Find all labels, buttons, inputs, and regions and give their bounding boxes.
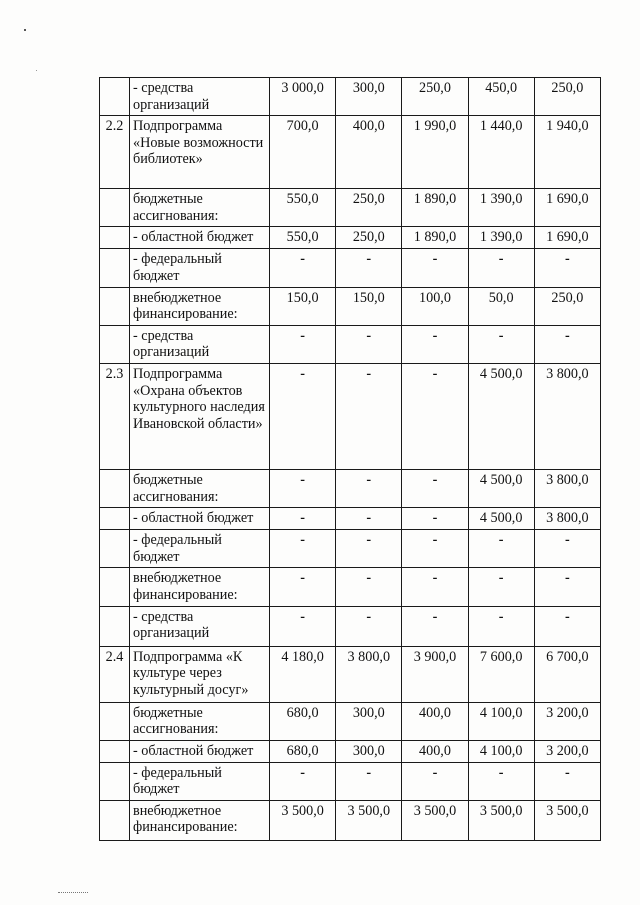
row-number: 2.3 xyxy=(100,363,130,469)
row-label: бюджетные ассигнования: xyxy=(130,469,270,507)
scan-speck xyxy=(36,70,37,71)
value-cell: - xyxy=(336,325,402,363)
value-cell: 400,0 xyxy=(402,740,468,762)
value-cell: 400,0 xyxy=(402,702,468,740)
value-cell: - xyxy=(336,606,402,646)
row-label: - областной бюджет xyxy=(130,227,270,249)
row-number xyxy=(100,568,130,606)
value-cell: - xyxy=(270,568,336,606)
row-label: Подпрограмма «К культуре через культурный досуг» xyxy=(130,646,270,702)
value-cell: 400,0 xyxy=(336,116,402,189)
value-cell: 3 500,0 xyxy=(402,800,468,840)
row-number xyxy=(100,78,130,116)
value-cell: 3 800,0 xyxy=(336,646,402,702)
value-cell: - xyxy=(534,606,600,646)
table-row xyxy=(100,287,601,325)
value-cell: 3 200,0 xyxy=(534,740,600,762)
value-cell: 700,0 xyxy=(270,116,336,189)
value-cell: - xyxy=(270,469,336,507)
value-cell: - xyxy=(402,568,468,606)
row-label: - областной бюджет xyxy=(130,508,270,530)
value-cell: 3 500,0 xyxy=(468,800,534,840)
value-cell: - xyxy=(468,568,534,606)
value-cell: 1 690,0 xyxy=(534,227,600,249)
value-cell: 300,0 xyxy=(336,78,402,116)
value-cell: - xyxy=(402,508,468,530)
row-number xyxy=(100,249,130,287)
value-cell: - xyxy=(270,363,336,469)
table-row xyxy=(100,702,601,740)
value-cell: 7 600,0 xyxy=(468,646,534,702)
table-row xyxy=(100,78,601,116)
row-label: - федеральный бюджет xyxy=(130,249,270,287)
value-cell: - xyxy=(468,249,534,287)
value-cell: 3 000,0 xyxy=(270,78,336,116)
row-number xyxy=(100,530,130,568)
value-cell: 3 800,0 xyxy=(534,469,600,507)
row-label: - областной бюджет xyxy=(130,740,270,762)
table-row xyxy=(100,800,601,840)
table-row xyxy=(100,646,601,702)
value-cell: 680,0 xyxy=(270,740,336,762)
value-cell: - xyxy=(468,325,534,363)
value-cell: 550,0 xyxy=(270,189,336,227)
value-cell: 250,0 xyxy=(336,189,402,227)
value-cell: - xyxy=(336,469,402,507)
row-number xyxy=(100,469,130,507)
row-number xyxy=(100,287,130,325)
value-cell: - xyxy=(336,762,402,800)
row-label: - федеральный бюджет xyxy=(130,530,270,568)
row-number xyxy=(100,508,130,530)
scan-mark xyxy=(58,892,88,893)
value-cell: - xyxy=(270,606,336,646)
row-label: бюджетные ассигнования: xyxy=(130,702,270,740)
row-number xyxy=(100,740,130,762)
value-cell: 300,0 xyxy=(336,702,402,740)
row-number xyxy=(100,762,130,800)
value-cell: 1 990,0 xyxy=(402,116,468,189)
value-cell: - xyxy=(402,363,468,469)
value-cell: 3 200,0 xyxy=(534,702,600,740)
value-cell: 150,0 xyxy=(270,287,336,325)
value-cell: 1 890,0 xyxy=(402,189,468,227)
value-cell: 1 940,0 xyxy=(534,116,600,189)
value-cell: 150,0 xyxy=(336,287,402,325)
value-cell: - xyxy=(402,249,468,287)
value-cell: - xyxy=(402,606,468,646)
value-cell: - xyxy=(270,325,336,363)
value-cell: 550,0 xyxy=(270,227,336,249)
value-cell: - xyxy=(468,762,534,800)
value-cell: 4 500,0 xyxy=(468,469,534,507)
value-cell: 250,0 xyxy=(534,287,600,325)
value-cell: - xyxy=(336,568,402,606)
row-label: - средства организаций xyxy=(130,78,270,116)
row-number xyxy=(100,325,130,363)
value-cell: 3 500,0 xyxy=(336,800,402,840)
row-label: внебюджетное финансирование: xyxy=(130,568,270,606)
value-cell: 250,0 xyxy=(534,78,600,116)
table-row xyxy=(100,508,601,530)
value-cell: 4 500,0 xyxy=(468,363,534,469)
value-cell: - xyxy=(402,469,468,507)
value-cell: 3 500,0 xyxy=(270,800,336,840)
budget-table-body xyxy=(100,78,601,841)
value-cell: - xyxy=(336,508,402,530)
value-cell: - xyxy=(270,530,336,568)
value-cell: 3 800,0 xyxy=(534,508,600,530)
row-number: 2.4 xyxy=(100,646,130,702)
table-row xyxy=(100,325,601,363)
value-cell: - xyxy=(534,325,600,363)
row-label: внебюджетное финансирование: xyxy=(130,800,270,840)
value-cell: 680,0 xyxy=(270,702,336,740)
value-cell: 50,0 xyxy=(468,287,534,325)
value-cell: 1 890,0 xyxy=(402,227,468,249)
table-row xyxy=(100,740,601,762)
table-row xyxy=(100,116,601,189)
value-cell: - xyxy=(402,325,468,363)
value-cell: 1 390,0 xyxy=(468,189,534,227)
table-row xyxy=(100,227,601,249)
value-cell: 1 390,0 xyxy=(468,227,534,249)
row-number: 2.2 xyxy=(100,116,130,189)
row-label: - федеральный бюджет xyxy=(130,762,270,800)
value-cell: - xyxy=(534,762,600,800)
value-cell: - xyxy=(336,249,402,287)
row-label: бюджетные ассигнования: xyxy=(130,189,270,227)
row-number xyxy=(100,702,130,740)
value-cell: - xyxy=(336,363,402,469)
table-row xyxy=(100,568,601,606)
row-label: - средства организаций xyxy=(130,325,270,363)
value-cell: 4 100,0 xyxy=(468,740,534,762)
table-row xyxy=(100,530,601,568)
value-cell: - xyxy=(534,530,600,568)
table-row xyxy=(100,606,601,646)
row-label: - средства организаций xyxy=(130,606,270,646)
table-row xyxy=(100,249,601,287)
value-cell: 300,0 xyxy=(336,740,402,762)
row-number xyxy=(100,800,130,840)
value-cell: - xyxy=(534,568,600,606)
budget-table xyxy=(99,77,601,841)
row-number xyxy=(100,189,130,227)
value-cell: - xyxy=(468,606,534,646)
value-cell: - xyxy=(402,530,468,568)
value-cell: - xyxy=(270,762,336,800)
row-label: Подпрограмма «Охрана объектов культурного наследия Ивановской области» xyxy=(130,363,270,469)
value-cell: 250,0 xyxy=(336,227,402,249)
value-cell: 3 800,0 xyxy=(534,363,600,469)
table-row xyxy=(100,469,601,507)
value-cell: - xyxy=(468,530,534,568)
row-label: внебюджетное финансирование: xyxy=(130,287,270,325)
value-cell: 4 500,0 xyxy=(468,508,534,530)
value-cell: 4 180,0 xyxy=(270,646,336,702)
value-cell: 1 440,0 xyxy=(468,116,534,189)
value-cell: - xyxy=(336,530,402,568)
row-number xyxy=(100,606,130,646)
row-number xyxy=(100,227,130,249)
table-row xyxy=(100,762,601,800)
row-label: Подпрограмма «Новые возможности библиотек» xyxy=(130,116,270,189)
value-cell: - xyxy=(534,249,600,287)
value-cell: 100,0 xyxy=(402,287,468,325)
value-cell: 3 500,0 xyxy=(534,800,600,840)
table-row xyxy=(100,189,601,227)
value-cell: 4 100,0 xyxy=(468,702,534,740)
scan-speck xyxy=(24,29,26,31)
table-row xyxy=(100,363,601,469)
value-cell: 250,0 xyxy=(402,78,468,116)
value-cell: 1 690,0 xyxy=(534,189,600,227)
value-cell: - xyxy=(270,249,336,287)
value-cell: - xyxy=(270,508,336,530)
value-cell: 3 900,0 xyxy=(402,646,468,702)
value-cell: - xyxy=(402,762,468,800)
value-cell: 6 700,0 xyxy=(534,646,600,702)
value-cell: 450,0 xyxy=(468,78,534,116)
